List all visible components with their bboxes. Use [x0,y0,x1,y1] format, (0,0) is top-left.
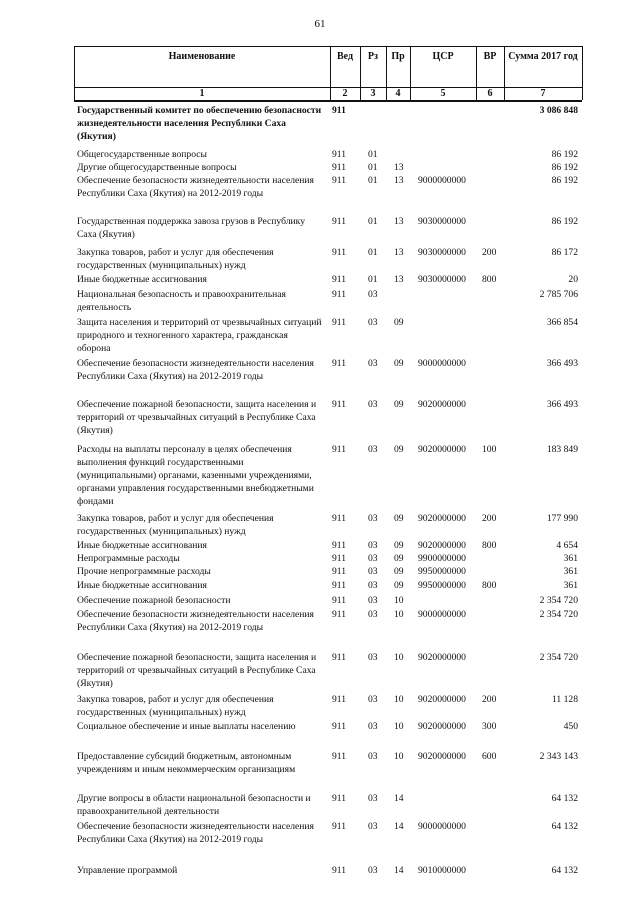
cell-ved: 911 [332,289,347,300]
cell-name: Обеспечение пожарной безопасности [77,595,231,606]
cell-pr: 10 [394,595,404,606]
cell-ved: 911 [332,580,347,591]
cell-sum: 366 493 [546,358,578,369]
cell-rz: 03 [368,721,378,732]
cell-name: Обеспечение пожарной безопасности, защита населения и территорий от чрезвычайных ситуаций в Республике Саха (Якутия) [77,652,317,689]
cell-ved: 911 [332,793,347,804]
cell-pr: 13 [394,216,404,227]
cell-pr: 09 [394,399,404,410]
cell-sum: 177 990 [546,513,578,524]
cell-name: Обеспечение безопасности жизнедеятельности населения Республики Саха (Якутия) на 2012-2019 годы [77,609,314,633]
cell-rz: 01 [368,216,378,227]
cell-csr: 9030000000 [418,247,466,258]
cell-rz: 01 [368,247,378,258]
cell-name: Обеспечение безопасности жизнедеятельности населения Республики Саха (Якутия) на 2012-2019 годы [77,821,314,845]
header-rz: Рз [367,51,379,62]
cell-ved: 911 [332,652,347,663]
cell-sum: 86 172 [551,247,578,258]
cell-ved: 911 [332,317,347,328]
cell-name: Государственный комитет по обеспечению безопасности жизнедеятельности населения Республики Саха (Якутия) [77,105,322,142]
cell-ved: 911 [332,247,347,258]
cell-ved: 911 [332,399,347,410]
cell-sum: 366 854 [546,317,578,328]
cell-sum: 2 785 706 [539,289,578,300]
cell-sum: 86 192 [551,149,578,160]
column-divider [330,46,331,100]
cell-rz: 03 [368,540,378,551]
table-border [582,46,583,100]
cell-sum: 183 849 [546,444,578,455]
cell-ved: 911 [332,609,347,620]
cell-ved: 911 [332,216,347,227]
cell-pr: 09 [394,566,404,577]
cell-ved: 911 [332,721,347,732]
cell-sum: 86 192 [551,162,578,173]
cell-csr: 9020000000 [418,513,466,524]
cell-pr: 09 [394,580,404,591]
cell-ved: 911 [332,358,347,369]
cell-pr: 10 [394,652,404,663]
cell-vr: 100 [482,444,497,455]
header-vr: ВР [483,51,497,62]
column-number: 5 [440,88,446,99]
cell-csr: 9030000000 [418,216,466,227]
column-number: 6 [487,88,493,99]
page-number: 61 [314,18,326,30]
cell-ved: 911 [332,751,347,762]
cell-pr: 10 [394,609,404,620]
cell-rz: 03 [368,694,378,705]
cell-pr: 10 [394,721,404,732]
cell-name: Обеспечение пожарной безопасности, защита населения и территорий от чрезвычайных ситуаций в Республике Саха (Якутия) [77,399,317,436]
cell-ved: 911 [332,444,347,455]
cell-sum: 2 343 143 [539,751,578,762]
cell-csr: 9000000000 [418,175,466,186]
cell-pr: 14 [394,865,404,876]
cell-pr: 14 [394,793,404,804]
cell-csr: 9020000000 [418,444,466,455]
cell-sum: 64 132 [551,793,578,804]
cell-rz: 03 [368,553,378,564]
header-ved: Вед [336,51,354,62]
cell-pr: 09 [394,553,404,564]
cell-pr: 13 [394,274,404,285]
cell-sum: 86 192 [551,175,578,186]
cell-sum: 361 [563,566,578,577]
cell-name: Закупка товаров, работ и услуг для обеспечения государственных (муниципальных) нужд [77,247,274,271]
cell-ved: 911 [332,566,347,577]
cell-sum: 86 192 [551,216,578,227]
cell-ved: 911 [332,162,347,173]
header-csr: ЦСР [432,51,454,62]
cell-name: Другие общегосударственные вопросы [77,162,237,173]
cell-ved: 911 [332,149,347,160]
cell-rz: 01 [368,274,378,285]
header-sum: Сумма 2017 год [508,51,578,62]
cell-rz: 03 [368,595,378,606]
cell-csr: 9020000000 [418,751,466,762]
cell-vr: 200 [482,247,497,258]
cell-pr: 09 [394,540,404,551]
cell-ved: 911 [332,175,347,186]
cell-vr: 800 [482,540,497,551]
column-divider [504,46,505,100]
cell-rz: 03 [368,444,378,455]
cell-name: Иные бюджетные ассигнования [77,580,207,591]
cell-sum: 2 354 720 [539,595,578,606]
cell-pr: 13 [394,175,404,186]
cell-csr: 9950000000 [418,566,466,577]
cell-rz: 03 [368,865,378,876]
cell-name: Иные бюджетные ассигнования [77,540,207,551]
cell-ved: 911 [332,553,347,564]
cell-vr: 800 [482,274,497,285]
cell-pr: 09 [394,358,404,369]
cell-name: Социальное обеспечение и иные выплаты населению [77,721,296,732]
cell-sum: 361 [563,580,578,591]
column-number: 2 [342,88,348,99]
cell-name: Непрограммные расходы [77,553,180,564]
cell-rz: 03 [368,358,378,369]
cell-rz: 03 [368,652,378,663]
column-number: 4 [395,88,401,99]
cell-name: Расходы на выплаты персоналу в целях обеспечения выполнения функций государственными (муниципальными) органами, казенными учреждениями, органами управления государственными внебюджетными фондами [77,444,314,507]
cell-name: Закупка товаров, работ и услуг для обеспечения государственных (муниципальных) нужд [77,513,274,537]
cell-sum: 3 086 848 [539,105,578,116]
column-divider [386,46,387,100]
cell-csr: 9020000000 [418,721,466,732]
cell-name: Управление программой [77,865,178,876]
cell-ved: 911 [332,513,347,524]
cell-csr: 9000000000 [418,358,466,369]
cell-ved: 911 [332,105,346,116]
cell-rz: 03 [368,580,378,591]
cell-sum: 366 493 [546,399,578,410]
cell-name: Обеспечение безопасности жизнедеятельности населения Республики Саха (Якутия) на 2012-2019 годы [77,358,314,382]
cell-pr: 13 [394,162,404,173]
cell-rz: 01 [368,175,378,186]
cell-csr: 9010000000 [418,865,466,876]
cell-rz: 03 [368,317,378,328]
cell-csr: 9000000000 [418,609,466,620]
cell-ved: 911 [332,274,347,285]
cell-vr: 200 [482,694,497,705]
cell-rz: 03 [368,751,378,762]
cell-rz: 03 [368,793,378,804]
cell-pr: 09 [394,444,404,455]
cell-name: Иные бюджетные ассигнования [77,274,207,285]
cell-name: Предоставление субсидий бюджетным, автономным учреждениям и иным некоммерческим организациям [77,751,296,775]
cell-sum: 20 [568,274,578,285]
cell-name: Защита населения и территорий от чрезвычайных ситуаций природного и техногенного характера, гражданская оборона [77,317,322,354]
cell-csr: 9020000000 [418,399,466,410]
cell-pr: 09 [394,513,404,524]
cell-name: Закупка товаров, работ и услуг для обеспечения государственных (муниципальных) нужд [77,694,274,718]
cell-csr: 9950000000 [418,580,466,591]
cell-rz: 03 [368,566,378,577]
cell-pr: 10 [394,694,404,705]
header-pr: Пр [391,51,405,62]
cell-rz: 03 [368,821,378,832]
cell-name: Другие вопросы в области национальной безопасности и правоохранительной деятельности [77,793,311,817]
cell-name: Общегосударственные вопросы [77,149,207,160]
table-header [74,46,582,88]
cell-name: Национальная безопасность и правоохранительная деятельность [77,289,286,313]
cell-name: Государственная поддержка завоза грузов в Республику Саха (Якутия) [77,216,305,240]
cell-pr: 13 [394,247,404,258]
column-divider [360,46,361,100]
cell-csr: 9030000000 [418,274,466,285]
cell-sum: 64 132 [551,865,578,876]
cell-name: Обеспечение безопасности жизнедеятельности населения Республики Саха (Якутия) на 2012-2019 годы [77,175,314,199]
cell-csr: 9020000000 [418,694,466,705]
cell-sum: 361 [563,553,578,564]
cell-sum: 450 [563,721,578,732]
cell-csr: 9020000000 [418,540,466,551]
cell-csr: 9020000000 [418,652,466,663]
cell-rz: 03 [368,399,378,410]
cell-sum: 11 128 [551,694,578,705]
cell-ved: 911 [332,821,347,832]
cell-vr: 300 [482,721,497,732]
cell-rz: 03 [368,609,378,620]
column-number: 1 [199,88,205,99]
column-number-row [74,86,582,102]
cell-vr: 200 [482,513,497,524]
cell-pr: 09 [394,317,404,328]
cell-vr: 600 [482,751,497,762]
cell-pr: 10 [394,751,404,762]
cell-sum: 2 354 720 [539,609,578,620]
cell-sum: 4 654 [556,540,578,551]
table-border [74,46,75,100]
cell-rz: 03 [368,513,378,524]
cell-ved: 911 [332,540,347,551]
cell-sum: 2 354 720 [539,652,578,663]
cell-ved: 911 [332,694,347,705]
cell-ved: 911 [332,865,347,876]
column-divider [410,46,411,100]
cell-rz: 01 [368,149,378,160]
cell-name: Прочие непрограммные расходы [77,566,211,577]
cell-csr: 9900000000 [418,553,466,564]
cell-sum: 64 132 [551,821,578,832]
header-name: Наименование [168,51,236,62]
cell-pr: 14 [394,821,404,832]
cell-csr: 9000000000 [418,821,466,832]
cell-ved: 911 [332,595,347,606]
column-number: 7 [540,88,546,99]
cell-vr: 800 [482,580,497,591]
column-number: 3 [370,88,376,99]
column-divider [476,46,477,100]
cell-rz: 03 [368,289,378,300]
cell-rz: 01 [368,162,378,173]
